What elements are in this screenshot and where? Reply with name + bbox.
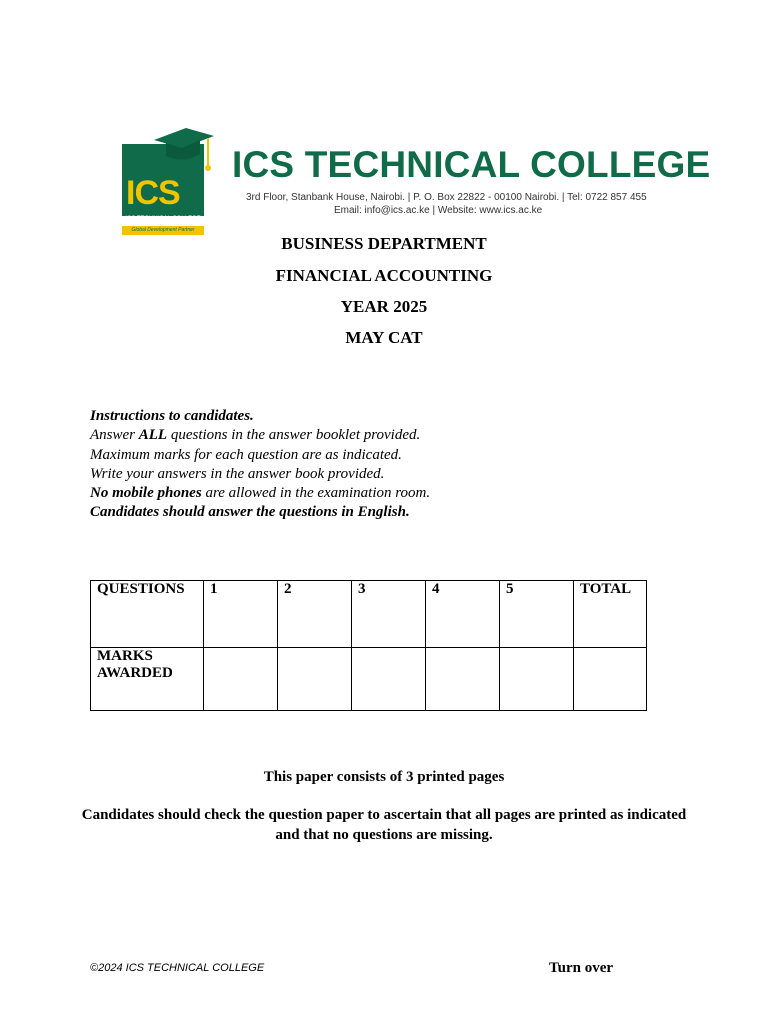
- college-address: 3rd Floor, Stanbank House, Nairobi. | P. O. Box 22822 - 00100 Nairobi. | Tel: 0722 857 455: [246, 192, 647, 203]
- marks-cell-5: [500, 648, 574, 711]
- college-contact: Email: info@ics.ac.ke | Website: www.ics.ac.ke: [334, 205, 543, 216]
- marks-cell-4: [426, 648, 500, 711]
- instruction-line-3: Write your answers in the answer book provided.: [90, 465, 385, 482]
- exam-heading: MAY CAT: [345, 328, 423, 347]
- marks-cell-total: [574, 648, 647, 711]
- logo-badge-text: ICS: [126, 174, 180, 212]
- question-col-3: 3: [352, 581, 426, 648]
- logo-badge-subtext: ICS TECHNICAL COLLEGE: [125, 216, 201, 222]
- instructions-title: Instructions to candidates.: [90, 408, 254, 424]
- pages-note: This paper consists of 3 printed pages: [263, 769, 505, 785]
- college-name: ICS TECHNICAL COLLEGE: [232, 144, 711, 185]
- instruction-line-2: Maximum marks for each question are as indicated.: [90, 446, 402, 463]
- question-col-2: 2: [278, 581, 352, 648]
- department-heading: BUSINESS DEPARTMENT: [281, 234, 487, 253]
- graduation-cap-icon: [152, 126, 216, 186]
- college-logo: [122, 126, 711, 233]
- table-row-questions: [91, 581, 647, 648]
- total-label: TOTAL: [574, 581, 647, 648]
- question-col-4: 4: [426, 581, 500, 648]
- instructions-block: [90, 407, 430, 523]
- check-note-line-2: and that no questions are missing.: [275, 827, 493, 843]
- logo-badge-tagline: Global Development Partner: [122, 226, 204, 235]
- footer-copyright: ©2024 ICS TECHNICAL COLLEGE: [90, 962, 265, 974]
- instruction-line-5: Candidates should answer the questions in English.: [90, 504, 410, 521]
- marks-cell-1: [204, 648, 278, 711]
- question-col-5: 5: [500, 581, 574, 648]
- questions-label: QUESTIONS: [91, 581, 204, 648]
- table-row-marks: [91, 648, 647, 711]
- footer-turn-over: Turn over: [549, 960, 614, 976]
- instruction-line-4: No mobile phones are allowed in the examination room.: [90, 485, 431, 502]
- marks-awarded-label: MARKS AWARDED: [91, 648, 204, 711]
- question-col-1: 1: [204, 581, 278, 648]
- subject-heading: FINANCIAL ACCOUNTING: [275, 266, 493, 285]
- instruction-line-1: Answer ALL questions in the answer booklet provided.: [90, 427, 421, 444]
- marks-cell-2: [278, 648, 352, 711]
- marks-table: [90, 580, 647, 711]
- check-note-line-1: Candidates should check the question paper to ascertain that all pages are printed as indicated: [81, 807, 687, 823]
- year-heading: YEAR 2025: [340, 297, 428, 316]
- marks-cell-3: [352, 648, 426, 711]
